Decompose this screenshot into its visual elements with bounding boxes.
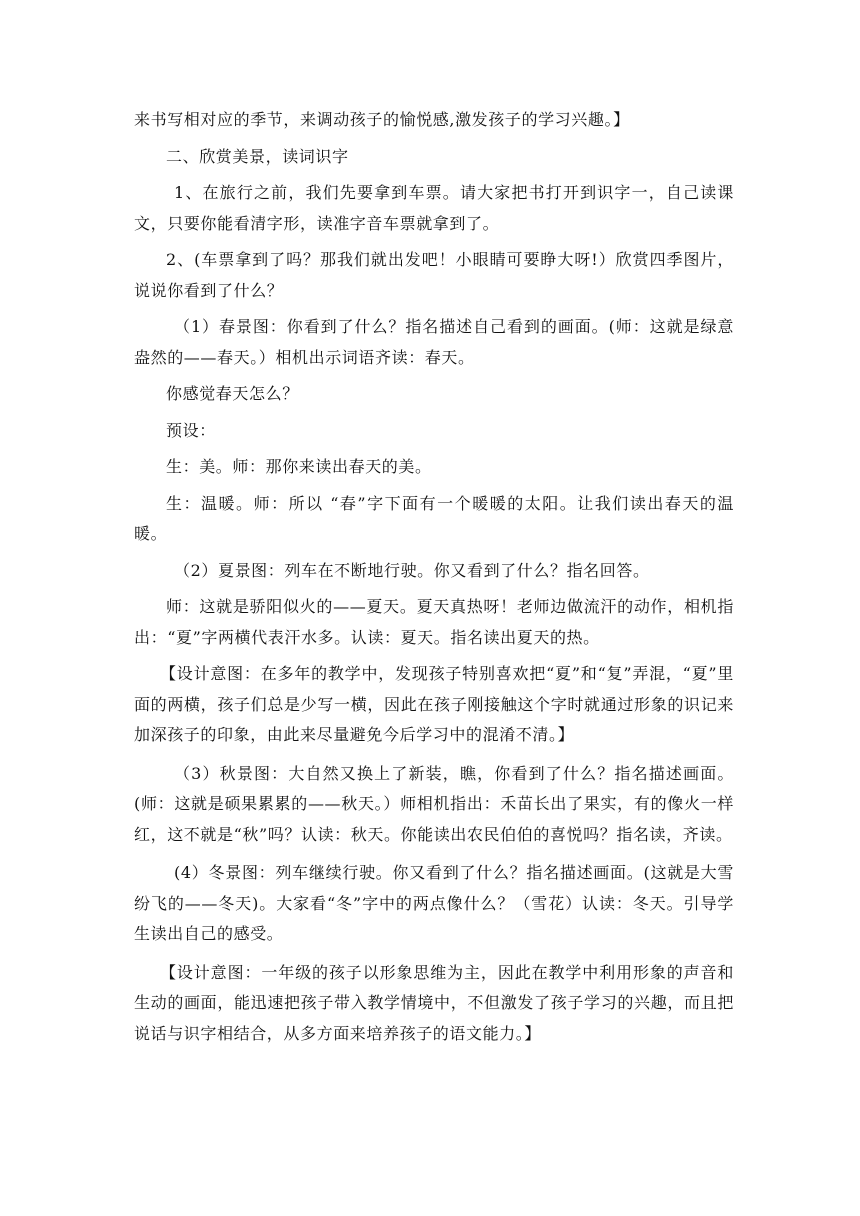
paragraph-summer-scene: （2）夏景图：列车在不断地行驶。你又看到了什么？指名回答。 — [174, 560, 650, 580]
paragraph-preset-label: 预设： — [166, 420, 216, 440]
paragraph-summer-teacher: 师：这就是骄阳似火的——夏天。夏天真热呀！老师边做流汗的动作，相机指出：“夏”字两横代表汗水多。认读：夏天。指名读出夏天的热。 — [134, 597, 734, 647]
paragraph-step-1-tickets: 1、在旅行之前，我们先要拿到车票。请大家把书打开到识字一，自己读课文，只要你能看清字形，读准字音车票就拿到了。 — [134, 183, 734, 233]
paragraph-step-2-four-seasons: 2、(车票拿到了吗？那我们就出发吧！小眼睛可要睁大呀!）欣赏四季图片，说说你看到了什么？ — [134, 250, 734, 300]
paragraph-winter-scene: (4）冬景图：列车继续行驶。你又看到了什么？指名描述画面。(这就是大雪纷飞的——冬天)。大家看“冬”字中的两点像什么？（雪花）认读：冬天。引导学生读出自己的感受。 — [134, 863, 734, 943]
paragraph-autumn-scene: （3）秋景图：大自然又换上了新装，瞧，你看到了什么？指名描述画面。(师：这就是硕果累累的——秋天。）师相机指出：禾苗长出了果实，有的像火一样红，这不就是“秋”吗？认读：秋天。你能读出农民伯伯的喜悦吗？指名读，齐读。 — [134, 763, 734, 844]
paragraph-design-intent-summer: 【设计意图：在多年的教学中，发现孩子特别喜欢把“夏”和“复”弄混，“夏”里面的两横，孩子们总是少写一横，因此在孩子刚接触这个字时就通过形象的识记来加深孩子的印象，由此来尽量避免今后学习中的混淆不清。】 — [134, 664, 734, 744]
paragraph-student-beautiful: 生：美。师：那你来读出春天的美。 — [166, 457, 432, 476]
paragraph-student-warm: 生：温暖。师：所以 “春”字下面有一个暖暖的太阳。让我们读出春天的温暖。 — [134, 493, 734, 543]
section-heading-appreciate-scenery: 二、欣赏美景，读词识字 — [166, 146, 349, 166]
document-body — [134, 105, 734, 1049]
paragraph-spring-scene: （1）春景图：你看到了什么？指名描述自己看到的画面。(师：这就是绿意盎然的——春天。）相机出示词语齐读：春天。 — [134, 317, 734, 367]
paragraph-spring-question: 你感觉春天怎么？ — [166, 384, 299, 403]
paragraph-design-intent-seasons-end: 来书写相对应的季节，来调动孩子的愉悦感,激发孩子的学习兴趣。】 — [134, 110, 630, 129]
paragraph-design-intent-imagery: 【设计意图：一年级的孩子以形象思维为主，因此在教学中利用形象的声音和生动的画面，能迅速把孩子带入教学情境中，不但激发了孩子学习的兴趣，而且把说话与识字相结合，从多方面来培养孩子的语文能力。】 — [134, 962, 734, 1043]
